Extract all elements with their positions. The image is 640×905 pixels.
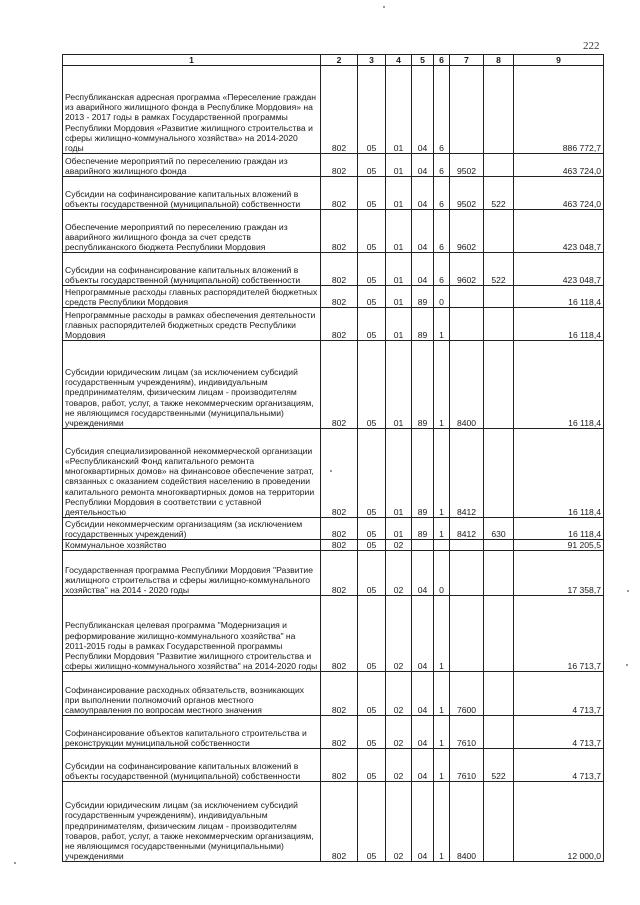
row-name: Непрограммные расходы главных распорядителей бюджетных средств Республики Мордовия — [63, 286, 321, 308]
column-header-row — [63, 55, 604, 66]
row-cell-col7: 8400 — [450, 782, 484, 862]
column-header-3: 3 — [358, 55, 386, 66]
row-cell-col5: 89 — [412, 341, 434, 429]
row-name: Софинансирование объектов капитального строительства и реконструкции муниципальной собственности — [63, 716, 321, 749]
row-cell-col5: 89 — [412, 308, 434, 341]
row-cell-col2: 802 — [321, 286, 358, 308]
row-cell-col5: 04 — [412, 253, 434, 286]
row-cell-col5: 89 — [412, 286, 434, 308]
table-row — [63, 429, 604, 518]
row-cell-col9: 4 713,7 — [514, 749, 604, 782]
row-cell-col5: 04 — [412, 596, 434, 672]
row-cell-col4: 01 — [386, 154, 412, 177]
row-cell-col7: 9602 — [450, 210, 484, 253]
row-cell-col5: 04 — [412, 177, 434, 210]
row-cell-col6: 6 — [434, 210, 450, 253]
row-cell-col7 — [450, 551, 484, 596]
row-cell-col3: 05 — [358, 341, 386, 429]
row-cell-col2: 802 — [321, 253, 358, 286]
row-cell-col7 — [450, 286, 484, 308]
table-row — [63, 308, 604, 341]
table-row — [63, 253, 604, 286]
row-cell-col3: 05 — [358, 177, 386, 210]
row-cell-col6: 1 — [434, 716, 450, 749]
row-cell-col8 — [484, 154, 514, 177]
row-cell-col6: 6 — [434, 154, 450, 177]
table-row — [63, 782, 604, 862]
table-row — [63, 154, 604, 177]
column-header-5: 5 — [412, 55, 434, 66]
row-cell-col4: 01 — [386, 66, 412, 154]
row-cell-col7: 7600 — [450, 672, 484, 716]
row-cell-col3: 05 — [358, 210, 386, 253]
page-number: 222 — [583, 40, 600, 52]
row-cell-col8 — [484, 210, 514, 253]
row-cell-col9: 12 000,0 — [514, 782, 604, 862]
row-cell-col3: 05 — [358, 596, 386, 672]
column-header-9: 9 — [514, 55, 604, 66]
row-cell-col7: 8400 — [450, 341, 484, 429]
row-cell-col8 — [484, 286, 514, 308]
row-cell-col4: 01 — [386, 253, 412, 286]
scan-speck — [330, 470, 332, 472]
row-cell-col9: 463 724,0 — [514, 177, 604, 210]
row-cell-col5: 04 — [412, 66, 434, 154]
row-cell-col3: 05 — [358, 518, 386, 540]
row-cell-col4: 01 — [386, 210, 412, 253]
row-cell-col7: 7610 — [450, 749, 484, 782]
row-cell-col9: 16 118,4 — [514, 341, 604, 429]
row-cell-col3: 05 — [358, 716, 386, 749]
row-cell-col9: 16 118,4 — [514, 429, 604, 518]
row-name: Субсидии на софинансирование капитальных вложений в объекты государственной (муниципальной) собственности — [63, 749, 321, 782]
row-cell-col7: 9502 — [450, 154, 484, 177]
row-name: Софинансирование расходных обязательств, возникающих при выполнении полномочий органов местного самоуправления по вопросам местного значения — [63, 672, 321, 716]
column-header-6: 6 — [434, 55, 450, 66]
row-cell-col8 — [484, 716, 514, 749]
row-cell-col6: 1 — [434, 782, 450, 862]
row-cell-col2: 802 — [321, 518, 358, 540]
row-cell-col7 — [450, 596, 484, 672]
row-cell-col5 — [412, 540, 434, 551]
row-cell-col3: 05 — [358, 551, 386, 596]
row-name: Субсидии юридическим лицам (за исключением субсидий государственным учреждениям), индивидуальным предпринимателям, физическим лицам - производителям товаров, работ, услуг, а также некоммерческим организациям, не являющимся государственными (муниципальными) учреждениями — [63, 782, 321, 862]
row-cell-col2: 802 — [321, 672, 358, 716]
row-name: Обеспечение мероприятий по переселению граждан из аварийного жилищного фонда за счет средств республиканского бюджета Республики Мордовия — [63, 210, 321, 253]
row-cell-col8: 522 — [484, 177, 514, 210]
row-cell-col3: 05 — [358, 66, 386, 154]
row-cell-col5: 04 — [412, 716, 434, 749]
row-cell-col2: 802 — [321, 429, 358, 518]
row-cell-col2: 802 — [321, 308, 358, 341]
row-name: Субсидии на софинансирование капитальных вложений в объекты государственной (муниципальной) собственности — [63, 177, 321, 210]
row-cell-col9: 16 118,4 — [514, 286, 604, 308]
row-cell-col4: 01 — [386, 308, 412, 341]
row-cell-col6: 0 — [434, 551, 450, 596]
row-cell-col2: 802 — [321, 177, 358, 210]
row-cell-col8 — [484, 782, 514, 862]
row-name: Субсидии некоммерческим организациям (за исключением государственных учреждений) — [63, 518, 321, 540]
row-cell-col4: 02 — [386, 551, 412, 596]
row-cell-col7: 9602 — [450, 253, 484, 286]
row-cell-col4: 01 — [386, 177, 412, 210]
row-cell-col2: 802 — [321, 749, 358, 782]
budget-table — [62, 54, 604, 862]
scan-speck — [626, 664, 628, 666]
row-cell-col3: 05 — [358, 253, 386, 286]
row-cell-col7 — [450, 66, 484, 154]
row-cell-col8 — [484, 672, 514, 716]
row-cell-col7: 8412 — [450, 429, 484, 518]
column-header-2: 2 — [321, 55, 358, 66]
row-cell-col2: 802 — [321, 66, 358, 154]
table-row — [63, 596, 604, 672]
row-cell-col3: 05 — [358, 749, 386, 782]
row-cell-col7 — [450, 540, 484, 551]
row-cell-col2: 802 — [321, 551, 358, 596]
row-cell-col3: 05 — [358, 672, 386, 716]
row-cell-col4: 02 — [386, 672, 412, 716]
row-cell-col4: 02 — [386, 540, 412, 551]
table-row — [63, 66, 604, 154]
row-cell-col6: 6 — [434, 66, 450, 154]
row-cell-col9: 4 713,7 — [514, 716, 604, 749]
row-cell-col3: 05 — [358, 429, 386, 518]
row-cell-col4: 01 — [386, 341, 412, 429]
row-cell-col9: 423 048,7 — [514, 253, 604, 286]
row-cell-col9: 16 118,4 — [514, 308, 604, 341]
scan-speck — [14, 862, 16, 864]
row-cell-col2: 802 — [321, 782, 358, 862]
row-cell-col7: 9502 — [450, 177, 484, 210]
row-cell-col5: 04 — [412, 782, 434, 862]
row-name: Государственная программа Республики Мордовия "Развитие жилищного строительства и сферы жилищно-коммунального хозяйства" на 2014 - 2020 годы — [63, 551, 321, 596]
column-header-7: 7 — [450, 55, 484, 66]
row-cell-col8: 522 — [484, 749, 514, 782]
row-cell-col9: 886 772,7 — [514, 66, 604, 154]
row-cell-col3: 05 — [358, 540, 386, 551]
table-row — [63, 672, 604, 716]
row-name: Непрограммные расходы в рамках обеспечения деятельности главных распорядителей бюджетных средств Республики Мордовия — [63, 308, 321, 341]
row-cell-col8 — [484, 308, 514, 341]
row-cell-col6: 1 — [434, 429, 450, 518]
row-cell-col6: 1 — [434, 341, 450, 429]
row-cell-col5: 04 — [412, 551, 434, 596]
row-cell-col5: 04 — [412, 210, 434, 253]
row-name: Республиканская целевая программа "Модернизация и реформирование жилищно-коммунального хозяйства" на 2011-2015 годы в рамках Государственной программы Республики Мордовия "Развитие жилищного строительства и сферы жилищно-коммунального хозяйства" на 2014-2020 годы — [63, 596, 321, 672]
row-cell-col4: 01 — [386, 429, 412, 518]
row-cell-col8 — [484, 596, 514, 672]
column-header-4: 4 — [386, 55, 412, 66]
row-cell-col7: 7610 — [450, 716, 484, 749]
row-cell-col9: 17 358,7 — [514, 551, 604, 596]
row-cell-col5: 04 — [412, 154, 434, 177]
row-cell-col4: 01 — [386, 518, 412, 540]
row-cell-col9: 423 048,7 — [514, 210, 604, 253]
row-cell-col5: 89 — [412, 429, 434, 518]
row-cell-col2: 802 — [321, 716, 358, 749]
row-cell-col2: 802 — [321, 341, 358, 429]
row-cell-col2: 802 — [321, 540, 358, 551]
row-cell-col8: 522 — [484, 253, 514, 286]
row-cell-col8 — [484, 551, 514, 596]
row-cell-col7: 8412 — [450, 518, 484, 540]
row-cell-col6: 1 — [434, 596, 450, 672]
row-cell-col9: 4 713,7 — [514, 672, 604, 716]
row-name: Обеспечение мероприятий по переселению граждан из аварийного жилищного фонда — [63, 154, 321, 177]
row-cell-col6: 1 — [434, 518, 450, 540]
row-cell-col2: 802 — [321, 596, 358, 672]
row-cell-col8 — [484, 341, 514, 429]
row-cell-col9: 91 205,5 — [514, 540, 604, 551]
scan-speck — [383, 6, 385, 8]
row-cell-col6: 6 — [434, 177, 450, 210]
row-cell-col5: 89 — [412, 518, 434, 540]
row-cell-col4: 02 — [386, 749, 412, 782]
row-cell-col2: 802 — [321, 210, 358, 253]
table-row — [63, 540, 604, 551]
scan-speck — [627, 590, 629, 592]
row-name: Субсидии юридическим лицам (за исключением субсидий государственным учреждениям), индивидуальным предпринимателям, физическим лицам - производителям товаров, работ, услуг, а также некоммерческим организациям, не являющимся государственными (муниципальными) учреждениями — [63, 341, 321, 429]
table-row — [63, 177, 604, 210]
row-cell-col8 — [484, 429, 514, 518]
row-cell-col3: 05 — [358, 308, 386, 341]
column-header-8: 8 — [484, 55, 514, 66]
row-cell-col5: 04 — [412, 749, 434, 782]
row-cell-col3: 05 — [358, 286, 386, 308]
row-cell-col9: 16 713,7 — [514, 596, 604, 672]
row-cell-col3: 05 — [358, 782, 386, 862]
row-name: Коммунальное хозяйство — [63, 540, 321, 551]
row-cell-col4: 02 — [386, 596, 412, 672]
table-row — [63, 210, 604, 253]
row-name: Субсидия специализированной некоммерческой организации «Республиканский Фонд капитального ремонта многоквартирных домов» на финансовое обеспечение затрат, связанных с оказанием содействия населению в проведении капитального ремонта многоквартирных домов на территории Республики Мордовия в соответствии с уставной деятельностью — [63, 429, 321, 518]
row-cell-col6: 6 — [434, 253, 450, 286]
row-name: Республиканская адресная программа «Переселение граждан из аварийного жилищного фонда в Республике Мордовия» на 2013 - 2017 годы в рамках Государственной программы Республики Мордовия «Развитие жилищного строительства и сферы жилищно-коммунального хозяйства» на 2014-2020 годы — [63, 66, 321, 154]
row-cell-col4: 02 — [386, 782, 412, 862]
row-cell-col9: 463 724,0 — [514, 154, 604, 177]
table-row — [63, 341, 604, 429]
table-row — [63, 749, 604, 782]
row-cell-col5: 04 — [412, 672, 434, 716]
row-cell-col6: 1 — [434, 749, 450, 782]
row-cell-col4: 01 — [386, 286, 412, 308]
row-cell-col8 — [484, 540, 514, 551]
table-row — [63, 716, 604, 749]
row-cell-col6 — [434, 540, 450, 551]
row-cell-col4: 02 — [386, 716, 412, 749]
row-cell-col2: 802 — [321, 154, 358, 177]
table-row — [63, 551, 604, 596]
row-cell-col6: 1 — [434, 672, 450, 716]
row-cell-col6: 1 — [434, 308, 450, 341]
column-header-1: 1 — [63, 55, 321, 66]
table-row — [63, 518, 604, 540]
row-cell-col8 — [484, 66, 514, 154]
row-cell-col9: 16 118,4 — [514, 518, 604, 540]
row-cell-col3: 05 — [358, 154, 386, 177]
row-cell-col6: 0 — [434, 286, 450, 308]
table-body — [63, 66, 604, 862]
table-row — [63, 286, 604, 308]
row-cell-col7 — [450, 308, 484, 341]
row-cell-col8: 630 — [484, 518, 514, 540]
row-name: Субсидии на софинансирование капитальных вложений в объекты государственной (муниципальной) собственности — [63, 253, 321, 286]
